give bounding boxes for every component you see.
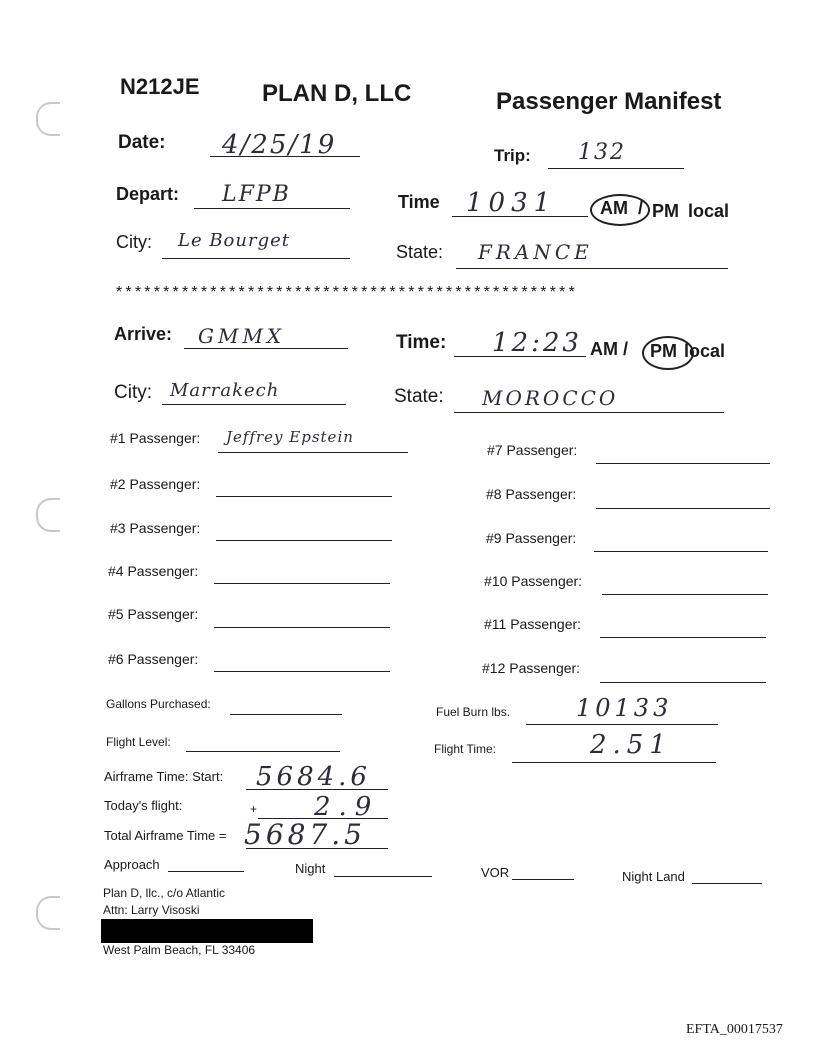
binder-hole-bottom <box>36 896 60 930</box>
depart-value: LFPB <box>222 182 291 207</box>
arrive-label: Arrive: <box>114 324 173 344</box>
binder-hole-middle <box>36 498 60 532</box>
tail-number: N212JE <box>120 74 200 99</box>
depart-time-value: 1031 <box>466 188 557 218</box>
arrive-pm: PM <box>650 341 677 361</box>
passenger-6-line <box>214 671 390 672</box>
depart-city-line <box>162 258 350 259</box>
flight-time-value: 2.51 <box>590 730 672 760</box>
passenger-11-label: #11 Passenger: <box>484 616 582 632</box>
night-line <box>334 876 432 877</box>
passenger-5-label: #5 Passenger: <box>108 606 199 622</box>
night-land-line <box>692 883 762 884</box>
passenger-8-label: #8 Passenger: <box>486 486 577 502</box>
arrive-city-label: City: <box>114 382 152 403</box>
depart-state-label: State: <box>396 242 444 262</box>
vor-label: VOR <box>481 865 510 880</box>
passenger-9-label: #9 Passenger: <box>486 530 577 546</box>
gallons-line <box>230 714 342 715</box>
passenger-2-line <box>216 496 392 497</box>
fuel-burn-label: Fuel Burn lbs. <box>436 705 511 719</box>
arrive-time-label: Time: <box>396 332 447 353</box>
fuel-burn-value: 10133 <box>576 694 673 722</box>
approach-line <box>168 871 244 872</box>
passenger-1-label: #1 Passenger: <box>110 430 201 446</box>
night-label: Night <box>295 861 326 876</box>
arrive-local: local <box>684 341 726 361</box>
arrive-time-value: 12:23 <box>492 328 582 358</box>
arrive-state-label: State: <box>394 386 444 407</box>
airframe-start-label: Airframe Time: Start: <box>104 769 224 784</box>
passenger-12-label: #12 Passenger: <box>482 660 581 676</box>
date-label: Date: <box>118 132 166 153</box>
binder-hole-top <box>36 102 60 136</box>
arrive-value: GMMX <box>198 324 286 348</box>
passenger-12-line <box>600 682 766 683</box>
passenger-7-line <box>596 463 770 464</box>
todays-flight-value: 2.9 <box>314 792 380 822</box>
separator-line: ************************************************* <box>116 284 578 301</box>
arrive-city-line <box>162 404 346 405</box>
flight-time-line <box>512 762 716 763</box>
passenger-4-label: #4 Passenger: <box>108 563 199 579</box>
document-id: EFTA_00017537 <box>686 1022 783 1037</box>
passenger-2-label: #2 Passenger: <box>110 476 201 492</box>
passenger-8-line <box>596 508 770 509</box>
passenger-9-line <box>594 551 768 552</box>
flight-level-line <box>186 751 340 752</box>
total-airframe-value: 5687.5 <box>244 818 366 851</box>
passenger-11-line <box>600 637 766 638</box>
passenger-4-line <box>214 583 390 584</box>
airframe-start-value: 5684.6 <box>256 762 371 792</box>
depart-city-value: Le Bourget <box>178 230 290 251</box>
passenger-6-label: #6 Passenger: <box>108 651 199 667</box>
arrive-state-value: MOROCCO <box>482 386 619 410</box>
fuel-burn-line <box>526 724 718 725</box>
company-name: PLAN D, LLC <box>262 80 412 107</box>
depart-city-label: City: <box>116 232 152 252</box>
passenger-7-label: #7 Passenger: <box>487 442 578 458</box>
address-line-4: West Palm Beach, FL 33406 <box>103 943 256 957</box>
gallons-label: Gallons Purchased: <box>106 697 211 711</box>
depart-pm: PM <box>652 201 679 221</box>
arrive-am-slash: AM / <box>590 339 628 359</box>
address-line-2: Attn: Larry Visoski <box>103 903 200 917</box>
total-airframe-label: Total Airframe Time = <box>104 828 227 843</box>
address-line-1: Plan D, llc., c/o Atlantic <box>103 886 226 900</box>
depart-label: Depart: <box>116 184 180 204</box>
depart-slash: / <box>638 198 644 218</box>
flight-time-label: Flight Time: <box>434 742 497 756</box>
night-land-label: Night Land <box>622 869 685 884</box>
arrive-state-line <box>454 412 724 413</box>
depart-line <box>194 208 350 209</box>
passenger-5-line <box>214 627 390 628</box>
passenger-10-line <box>602 594 768 595</box>
trip-value: 132 <box>578 140 626 165</box>
approach-label: Approach <box>104 857 160 872</box>
depart-time-label: Time <box>398 192 440 212</box>
arrive-line <box>184 348 348 349</box>
depart-am: AM <box>600 198 628 218</box>
passenger-1-value: Jeffrey Epstein <box>226 428 354 446</box>
form-title: Passenger Manifest <box>496 88 722 115</box>
arrive-city-value: Marrakech <box>170 380 280 401</box>
depart-local: local <box>688 201 730 221</box>
flight-level-label: Flight Level: <box>106 735 171 749</box>
todays-flight-plus: + <box>250 802 258 816</box>
passenger-1-line <box>218 452 408 453</box>
passenger-10-label: #10 Passenger: <box>484 573 583 589</box>
todays-flight-label: Today's flight: <box>104 798 183 813</box>
passenger-3-line <box>216 540 392 541</box>
depart-state-line <box>456 268 728 269</box>
date-value: 4/25/19 <box>222 130 337 160</box>
trip-line <box>548 168 684 169</box>
passenger-3-label: #3 Passenger: <box>110 520 201 536</box>
depart-state-value: FRANCE <box>478 240 593 264</box>
trip-label: Trip: <box>494 146 531 165</box>
vor-line <box>512 879 574 880</box>
redaction-bar <box>101 919 313 943</box>
